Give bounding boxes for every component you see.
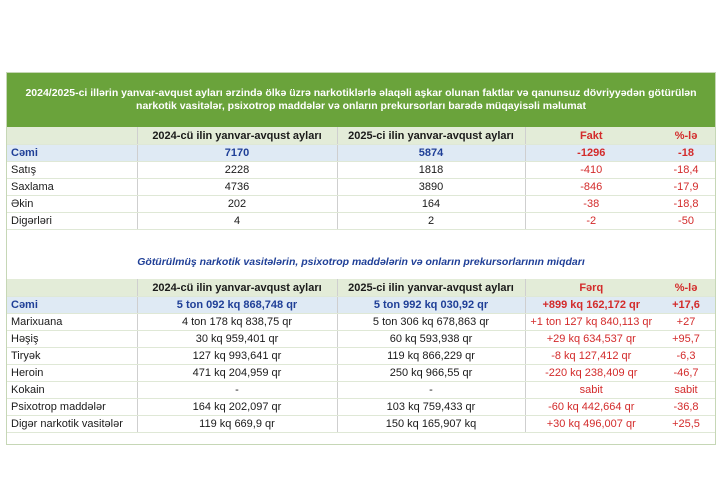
header-cell-fakt: Fakt [525,127,657,145]
banner-title: 2024/2025-ci illərin yanvar-avqust ayları ərzində ölkə üzrə narkotiklərlə əlaqəli aşkar olunan faktlar və qanunsuz dövriyyədən götürülən narkotik vasitələr, psixotrop maddələr və onların prekursorları barədə müqayisəli məlumat [7,73,715,127]
header-cell-percent: %-lə [657,127,715,145]
cell-diff: -1296 [525,145,657,162]
cell-diff: +30 kq 496,007 qr [525,416,657,433]
cell-value-2025: 103 kq 759,433 qr [337,399,525,416]
cell-percent: -18 [657,145,715,162]
table-row [7,196,715,213]
row-label: Digər narkotik vasitələr [7,416,137,433]
header-cell-2025: 2025-ci ilin yanvar-avqust ayları [337,279,525,297]
cell-value-2025: 1818 [337,162,525,179]
row-label: Psixotrop maddələr [7,399,137,416]
table-row [7,382,715,399]
header-cell-2024: 2024-cü ilin yanvar-avqust ayları [137,127,337,145]
header-cell-2024: 2024-cü ilin yanvar-avqust ayları [137,279,337,297]
cell-percent: -46,7 [657,365,715,382]
cell-value-2024: 127 kq 993,641 qr [137,348,337,365]
cell-diff: +1 ton 127 kq 840,113 qr [525,314,657,331]
cell-diff: sabit [525,382,657,399]
row-label: Tiryək [7,348,137,365]
cell-value-2024: 471 kq 204,959 qr [137,365,337,382]
cell-percent: -6,3 [657,348,715,365]
table-row [7,314,715,331]
row-label: Saxlama [7,179,137,196]
table-row [7,331,715,348]
table-row [7,348,715,365]
cell-value-2025: 5874 [337,145,525,162]
cell-value-2025: 250 kq 966,55 qr [337,365,525,382]
cell-value-2024: 202 [137,196,337,213]
cell-percent: -17,9 [657,179,715,196]
row-label: Marixuana [7,314,137,331]
table-row [7,416,715,433]
cell-value-2024: 5 ton 092 kq 868,748 qr [137,297,337,314]
cell-percent: +17,6 [657,297,715,314]
cell-value-2025: 60 kq 593,938 qr [337,331,525,348]
cell-percent: +27 [657,314,715,331]
quantities-table-header [7,279,715,297]
row-label: Həşiş [7,331,137,348]
cell-diff: +899 kq 162,172 qr [525,297,657,314]
cell-diff: -8 kq 127,412 qr [525,348,657,365]
cell-percent: -18,8 [657,196,715,213]
cell-value-2024: 164 kq 202,097 qr [137,399,337,416]
cell-percent: +95,7 [657,331,715,348]
cell-diff: -2 [525,213,657,230]
cell-diff: -220 kq 238,409 qr [525,365,657,382]
cell-diff: -410 [525,162,657,179]
cell-value-2025: 119 kq 866,229 qr [337,348,525,365]
cell-value-2024: 4 ton 178 kq 838,75 qr [137,314,337,331]
row-label: Digərləri [7,213,137,230]
comparison-card [6,72,716,445]
cell-diff: +29 kq 634,537 qr [525,331,657,348]
header-cell-ferq: Fərq [525,279,657,297]
cell-percent: -50 [657,213,715,230]
cell-value-2024: 2228 [137,162,337,179]
cell-value-2024: 4736 [137,179,337,196]
cell-value-2025: 3890 [337,179,525,196]
cell-value-2024: 119 kq 669,9 qr [137,416,337,433]
facts-table-header [7,127,715,145]
cell-percent: -18,4 [657,162,715,179]
table-row [7,145,715,162]
table-row [7,213,715,230]
cell-value-2025: - [337,382,525,399]
cell-value-2025: 164 [337,196,525,213]
row-label: Əkin [7,196,137,213]
header-cell [7,127,137,145]
cell-value-2024: - [137,382,337,399]
cell-percent: sabit [657,382,715,399]
cell-value-2024: 4 [137,213,337,230]
header-cell [7,279,137,297]
cell-value-2024: 7170 [137,145,337,162]
row-label: Heroin [7,365,137,382]
cell-value-2025: 5 ton 306 kq 678,863 qr [337,314,525,331]
cell-percent: -36,8 [657,399,715,416]
cell-diff: -846 [525,179,657,196]
table-row [7,179,715,196]
cell-diff: -60 kq 442,664 qr [525,399,657,416]
row-label: Cəmi [7,297,137,314]
row-label: Satış [7,162,137,179]
header-cell-2025: 2025-ci ilin yanvar-avqust ayları [337,127,525,145]
table-row [7,162,715,179]
cell-diff: -38 [525,196,657,213]
header-cell-percent: %-lə [657,279,715,297]
cell-value-2025: 5 ton 992 kq 030,92 qr [337,297,525,314]
cell-value-2024: 30 kq 959,401 qr [137,331,337,348]
cell-value-2025: 2 [337,213,525,230]
section-subtitle: Götürülmüş narkotik vasitələrin, psixotrop maddələrin və onların prekursorlarının miqdarı [137,256,585,268]
row-label: Kokain [7,382,137,399]
table-row [7,399,715,416]
cell-percent: +25,5 [657,416,715,433]
table-row [7,297,715,314]
facts-table [7,127,715,230]
table-row [7,365,715,382]
quantities-table [7,279,715,433]
cell-value-2025: 150 kq 165,907 kq [337,416,525,433]
row-label: Cəmi [7,145,137,162]
